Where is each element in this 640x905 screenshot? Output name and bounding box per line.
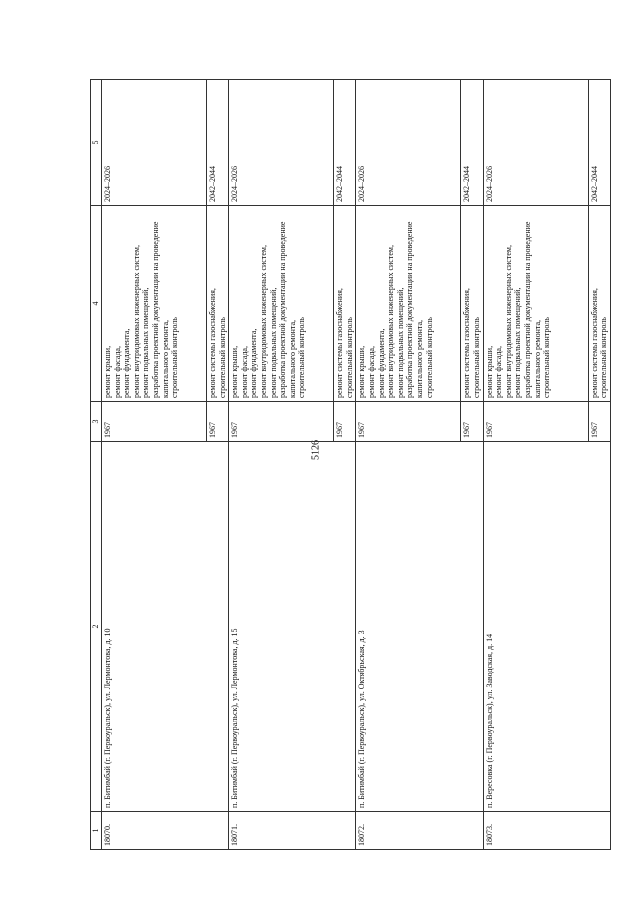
repair-schedule-table — [90, 79, 611, 850]
year-cell: 1967 — [102, 402, 207, 442]
table-header-row — [91, 80, 102, 850]
row-number-cell: 18070. — [102, 812, 229, 850]
address-cell: п. Битимбай (г. Первоуральск), ул. Лермонтова, д. 10 — [102, 442, 229, 812]
header-cell: 2 — [91, 442, 102, 812]
work-cell: ремонт крыши, ремонт фасада, ремонт фундамента, ремонт внутридомовых инженерных систем, ремонт подвальных помещений, разработка проектной документации на проведение капитального ремонта, строительный контроль — [102, 206, 207, 402]
header-cell: 5 — [91, 80, 102, 206]
row-number-cell: 18073. — [483, 812, 610, 850]
year-cell: 1967 — [461, 402, 483, 442]
table-row — [483, 80, 588, 850]
period-cell: 2024–2026 — [102, 80, 207, 206]
address-cell: п. Вересовка (г. Первоуральск), ул. Заводская, д. 14 — [483, 442, 610, 812]
period-cell: 2042–2044 — [461, 80, 483, 206]
period-cell: 2024–2026 — [483, 80, 588, 206]
year-cell: 1967 — [207, 402, 229, 442]
period-cell: 2024–2026 — [229, 80, 334, 206]
table-rotation-wrapper — [90, 80, 609, 850]
year-cell: 1967 — [483, 402, 588, 442]
address-cell: п. Битимбай (г. Первоуральск), ул. Лермонтова, д. 15 — [229, 442, 356, 812]
year-cell: 1967 — [334, 402, 356, 442]
table-row — [102, 80, 207, 850]
table-container — [90, 80, 609, 850]
page-number: 5126 — [310, 440, 322, 460]
header-cell: 3 — [91, 402, 102, 442]
year-cell: 1967 — [229, 402, 334, 442]
work-cell: ремонт крыши, ремонт фасада, ремонт фундамента, ремонт внутридомовых инженерных систем, ремонт подвальных помещений, разработка проектной документации на проведение капитального ремонта, строительный контроль — [356, 206, 461, 402]
year-cell: 1967 — [588, 402, 610, 442]
period-cell: 2042–2044 — [334, 80, 356, 206]
work-cell: ремонт системы газоснабжения, строительный контроль — [461, 206, 483, 402]
work-cell: ремонт крыши, ремонт фасада, ремонт фундамента, ремонт внутридомовых инженерных систем, ремонт подвальных помещений, разработка проектной документации на проведение капитального ремонта, строительный контроль — [229, 206, 334, 402]
table-row — [229, 80, 334, 850]
work-cell: ремонт системы газоснабжения, строительный контроль — [588, 206, 610, 402]
table-row — [356, 80, 461, 850]
period-cell: 2042–2044 — [588, 80, 610, 206]
work-cell: ремонт крыши, ремонт фасада, ремонт внутридомовых инженерных систем, ремонт подвальных помещений, разработка проектной документации на проведение капитального ремонта, строительный контроль — [483, 206, 588, 402]
period-cell: 2024–2026 — [356, 80, 461, 206]
row-number-cell: 18072. — [356, 812, 483, 850]
row-number-cell: 18071. — [229, 812, 356, 850]
year-cell: 1967 — [356, 402, 461, 442]
header-cell: 4 — [91, 206, 102, 402]
period-cell: 2042–2044 — [207, 80, 229, 206]
work-cell: ремонт системы газоснабжения, строительный контроль — [334, 206, 356, 402]
address-cell: п. Битимбай (г. Первоуральск), ул. Октябрьская, д. 3 — [356, 442, 483, 812]
work-cell: ремонт системы газоснабжения, строительный контроль — [207, 206, 229, 402]
header-cell: 1 — [91, 812, 102, 850]
